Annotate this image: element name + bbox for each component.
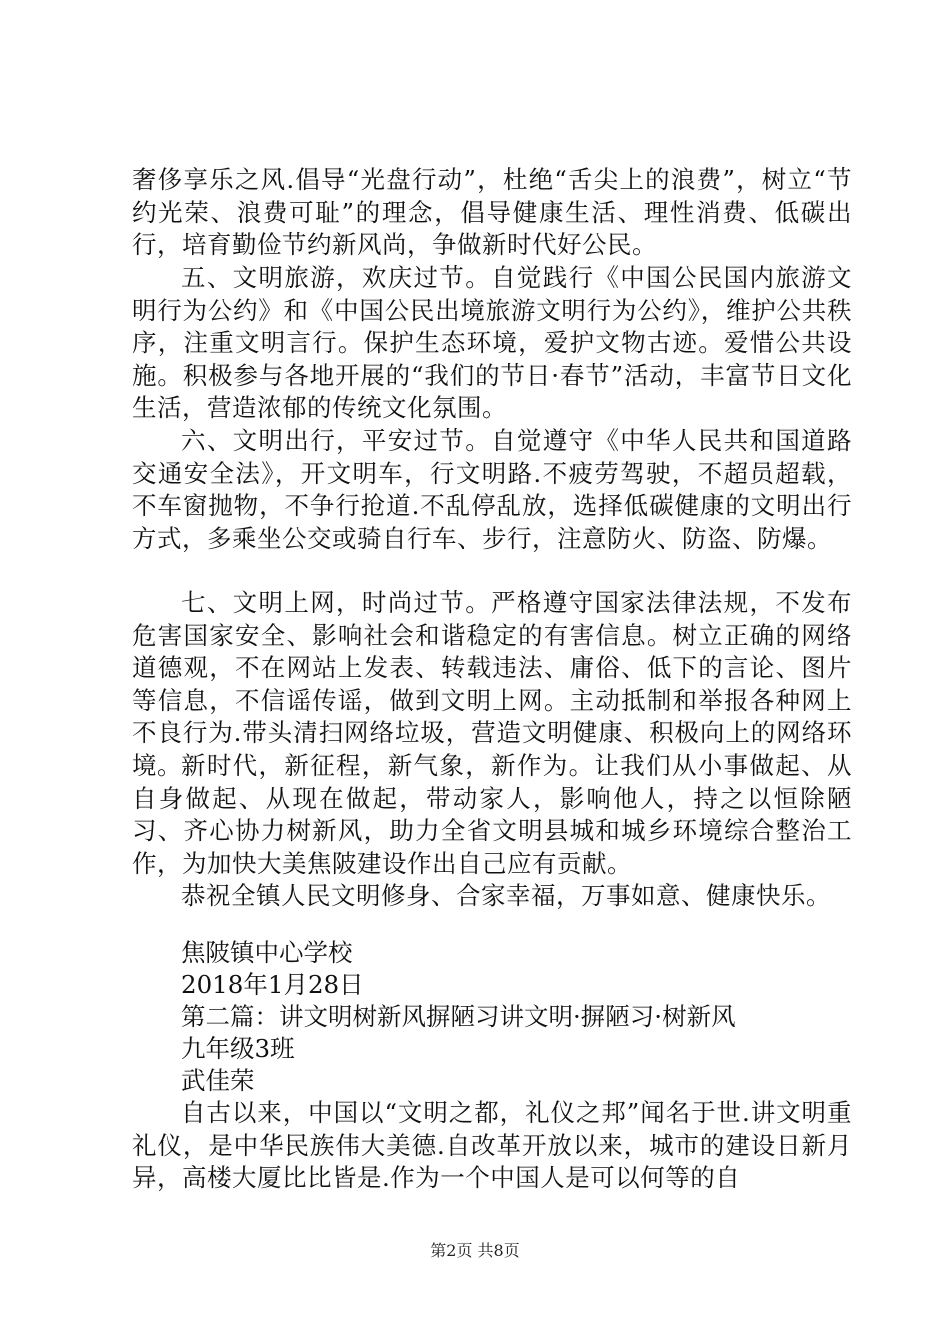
date: 2018年1月28日	[181, 970, 364, 999]
page-footer: 第2页 共8页	[430, 1241, 520, 1260]
paragraph-wishes: 恭祝全镇人民文明修身、合家幸福，万事如意、健康快乐。	[181, 881, 831, 910]
class-name: 九年级3班	[181, 1034, 295, 1063]
paragraph-new-era: 新时代，新征程，新气象，新作为。让我们从小事做起、从自身做起、从现在做起，带动家人，影响他人，持之以恒除陋习、齐心协力树新风，助力全省文明县城和城乡环境综合整治工作，为加快大美焦陂建设作出自己应有贡献。	[132, 751, 852, 878]
school-name: 焦陂镇中心学校	[181, 938, 353, 967]
paragraph-frugality: 奢侈享乐之风.倡导“光盘行动”，杜绝“舌尖上的浪费”，树立“节约光荣、浪费可耻”的理念，倡导健康生活、理性消费、低碳出行，培育勤俭节约新风尚，争做新时代好公民。	[132, 165, 852, 259]
paragraph-tourism: 五、文明旅游，欢庆过节。自觉践行《中国公民国内旅游文明行为公约》和《中国公民出境旅游文明行为公约》，维护公共秩序，注重文明言行。保护生态环境，爱护文物古迹。爱惜公共设施。积极参与各地开展的“我们的节日·春节”活动，丰富节日文化生活，营造浓郁的传统文化氛围。	[132, 263, 852, 422]
author-name: 武佳荣	[181, 1066, 255, 1095]
chapter-title: 第二篇：讲文明树新风摒陋习讲文明·摒陋习·树新风	[181, 1002, 736, 1031]
paragraph-closing: 自古以来，中国以“文明之都，礼仪之邦”闻名于世.讲文明重礼仪，是中华民族伟大美德.自改革开放以来，城市的建设日新月异，高楼大厦比比皆是.作为一个中国人是可以何等的自	[132, 1098, 852, 1192]
paragraph-travel: 六、文明出行，平安过节。自觉遵守《中华人民共和国道路交通安全法》，开文明车，行文明路.不疲劳驾驶，不超员超载，不车窗抛物，不争行抢道.不乱停乱放，选择低碳健康的文明出行方式，多乘坐公交或骑自行车、步行，注意防火、防盗、防爆。	[132, 426, 852, 553]
paragraph-internet: 七、文明上网，时尚过节。严格遵守国家法律法规，不发布危害国家安全、影响社会和谐稳定的有害信息。树立正确的网络道德观，不在网站上发表、转载违法、庸俗、低下的言论、图片等信息，不信谣传谣，做到文明上网。主动抵制和举报各种网上不良行为.带头清扫网络垃圾，营造文明健康、积极向上的网络环境。	[132, 588, 852, 780]
